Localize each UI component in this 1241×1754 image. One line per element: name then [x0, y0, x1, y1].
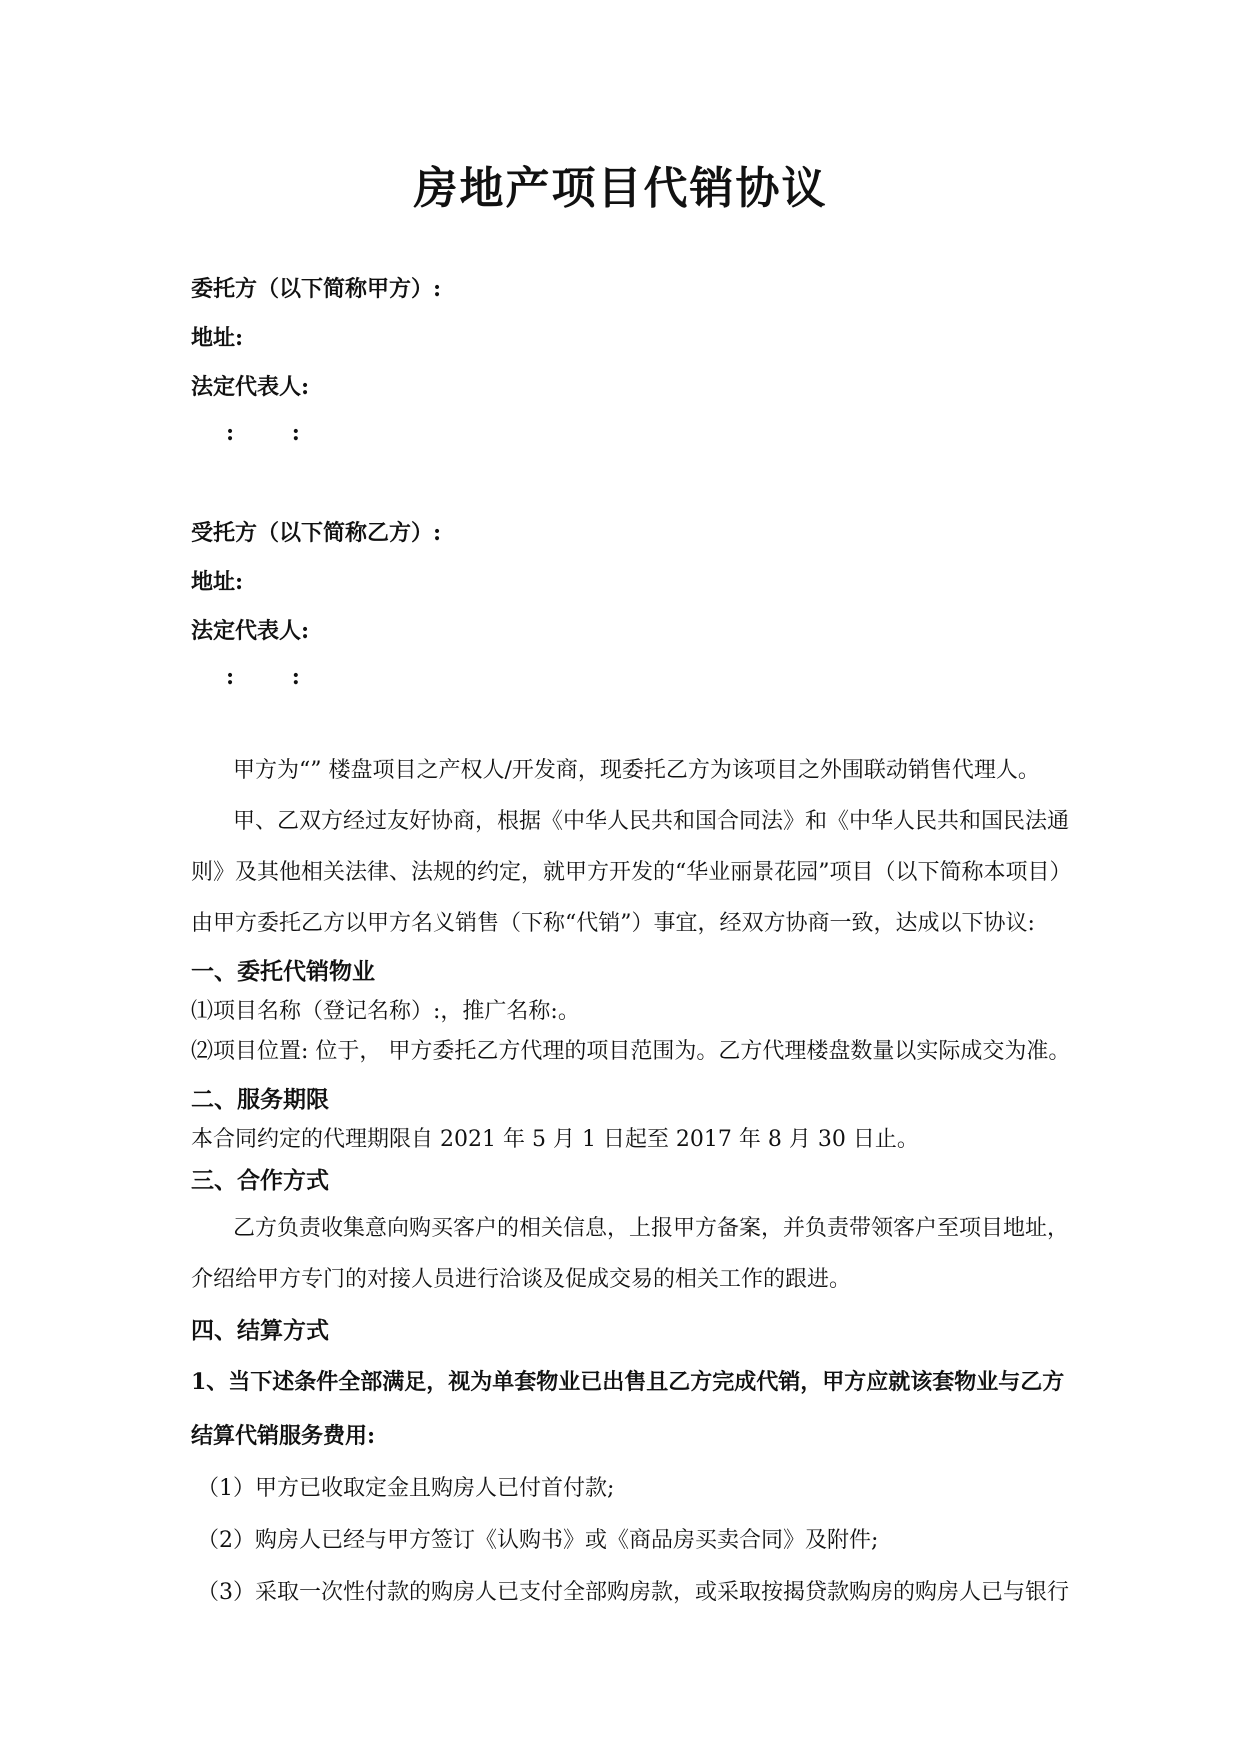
party-b-colon-2: : — [291, 664, 300, 690]
party-a-contact-colons — [226, 420, 300, 446]
section-3-heading: 三、合作方式 — [191, 1167, 329, 1194]
section-4-clause-1-line-1: 1、当下述条件全部满足，视为单套物业已出售且乙方完成代销，甲方应就该套物业与乙方 — [191, 1369, 1065, 1395]
party-b-label: 受托方（以下简称乙方）: — [191, 520, 442, 546]
party-b-colon-1: : — [226, 664, 235, 690]
intro-paragraph-2-line-3: 由甲方委托乙方以甲方名义销售（下称“代销”）事宜，经双方协商一致，达成以下协议: — [191, 911, 1035, 936]
section-4-item-2: （2）购房人已经与甲方签订《认购书》或《商品房买卖合同》及附件; — [197, 1528, 879, 1553]
section-2-heading: 二、服务期限 — [191, 1086, 329, 1113]
party-b-contact-colons — [226, 664, 300, 690]
party-b-legal-rep: 法定代表人: — [191, 618, 310, 644]
party-b-address: 地址: — [191, 569, 244, 595]
intro-paragraph-2-line-1: 甲、乙双方经过友好协商，根据《中华人民共和国合同法》和《中华人民共和国民法通 — [233, 809, 1070, 834]
section-3-line-1: 乙方负责收集意向购买客户的相关信息，上报甲方备案，并负责带领客户至项目地址， — [233, 1216, 1070, 1241]
document-title: 房地产项目代销协议 — [413, 163, 828, 214]
intro-paragraph-2-line-2: 则》及其他相关法律、法规的约定，就甲方开发的“华业丽景花园”项目（以下简称本项目） — [191, 860, 1072, 885]
section-4-clause-1-line-2: 结算代销服务费用: — [191, 1423, 376, 1449]
section-1-item-1: ⑴项目名称（登记名称）:，推广名称:。 — [191, 999, 580, 1024]
section-1-heading: 一、委托代销物业 — [191, 958, 375, 985]
intro-paragraph-1: 甲方为“” 楼盘项目之产权人/开发商，现委托乙方为该项目之外围联动销售代理人。 — [233, 758, 1040, 783]
section-3-line-2: 介绍给甲方专门的对接人员进行洽谈及促成交易的相关工作的跟进。 — [191, 1267, 852, 1292]
section-1-item-2: ⑵项目位置: 位于， 甲方委托乙方代理的项目范围为。乙方代理楼盘数量以实际成交为准。 — [191, 1039, 1071, 1064]
section-4-heading: 四、结算方式 — [191, 1317, 329, 1344]
section-4-item-1: （1）甲方已收取定金且购房人已付首付款; — [197, 1476, 615, 1501]
party-a-label: 委托方（以下简称甲方）: — [191, 276, 442, 302]
party-a-address: 地址: — [191, 325, 244, 351]
party-a-legal-rep: 法定代表人: — [191, 374, 310, 400]
section-4-item-3: （3）采取一次性付款的购房人已支付全部购房款，或采取按揭贷款购房的购房人已与银行 — [197, 1580, 1070, 1605]
party-a-colon-2: : — [291, 420, 300, 446]
party-a-colon-1: : — [226, 420, 235, 446]
section-2-text: 本合同约定的代理期限自 2021 年 5 月 1 日起至 2017 年 8 月 30 日止。 — [191, 1127, 919, 1152]
